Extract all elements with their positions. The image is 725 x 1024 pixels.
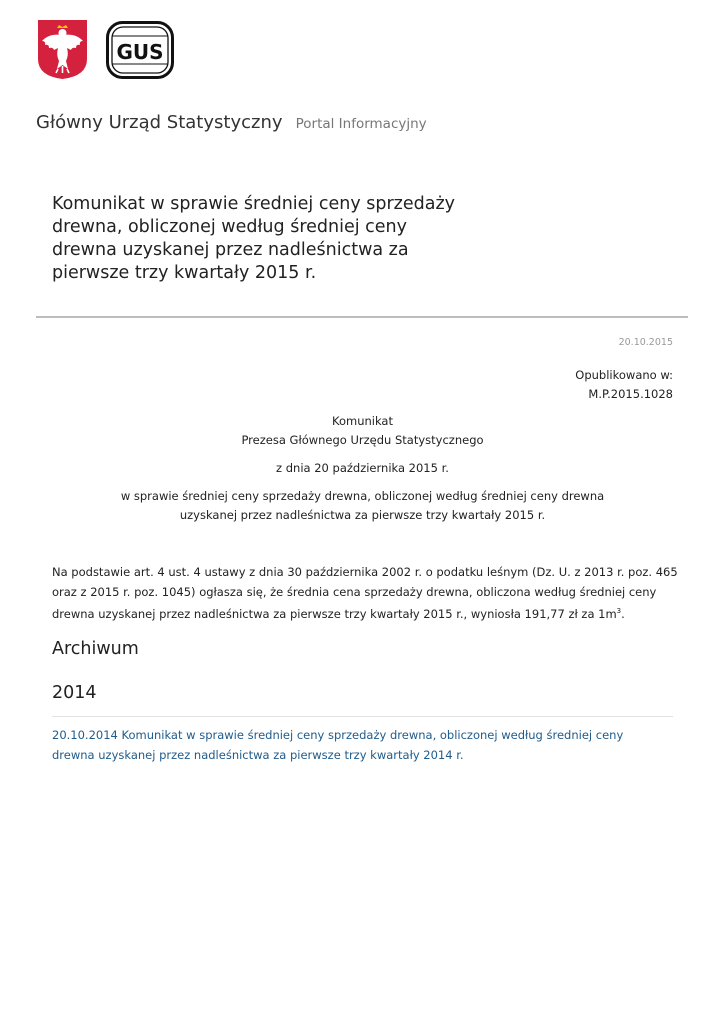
published-reference: M.P.2015.1028 [588,387,673,401]
gus-logo-text: GUS [116,39,164,64]
published-label: Opublikowano w: [575,368,673,382]
body-superscript: 3 [616,607,622,615]
site-subtitle[interactable]: Portal Informacyjny [295,116,427,132]
heading-line-2: Prezesa Głównego Urzędu Statystycznego [241,433,484,447]
archive-divider [52,716,673,717]
heading-subject-line-1: w sprawie średniej ceny sprzedaży drewna, obliczonej według średniej ceny drewna [120,489,605,503]
archive-year-heading: 2014 [52,683,97,703]
published-in [575,366,673,404]
body-text: Na podstawie art. 4 ust. 4 ustawy z dnia 30 października 2002 r. o podatku leśnym (Dz. U. z 2013 r. poz. 465 oraz z 2015 r. poz. 1045) ogłasza się, że średnia cena sprzedaży drewna, obliczona według średniej ceny drewna uzyskanej przez nadleśnictwa za pierwsze trzy kwartały 2015 r., wyniosła 191,77 zł za 1m [52,565,678,621]
title-divider [36,316,688,318]
archive-link-2014[interactable]: 20.10.2014 Komunikat w sprawie średniej ceny sprzedaży drewna, obliczonej według średniej ceny drewna uzyskanej przez nadleśnictwa za pierwsze trzy kwartały 2014 r. [52,728,624,762]
logo-bar [37,19,174,80]
archive-heading: Archiwum [52,639,139,659]
body-end: . [621,606,625,621]
heading-date: z dnia 20 października 2015 r. [276,461,449,475]
gus-logo-icon [106,21,174,79]
publication-date: 20.10.2015 [618,337,673,348]
site-title[interactable]: Główny Urząd Statystyczny [36,112,283,133]
site-header [36,112,427,133]
heading-subject-line-2: uzyskanej przez nadleśnictwa za pierwsze trzy kwartały 2015 r. [179,508,546,522]
polish-eagle-emblem-icon [37,19,88,80]
page-title: Komunikat w sprawie średniej ceny sprzedaży drewna, obliczonej według średniej ceny drewna uzyskanej przez nadleśnictwa za pierwsze trzy kwartały 2015 r. [52,194,455,283]
heading-line-1: Komunikat [332,414,393,428]
body-paragraph [52,563,682,624]
